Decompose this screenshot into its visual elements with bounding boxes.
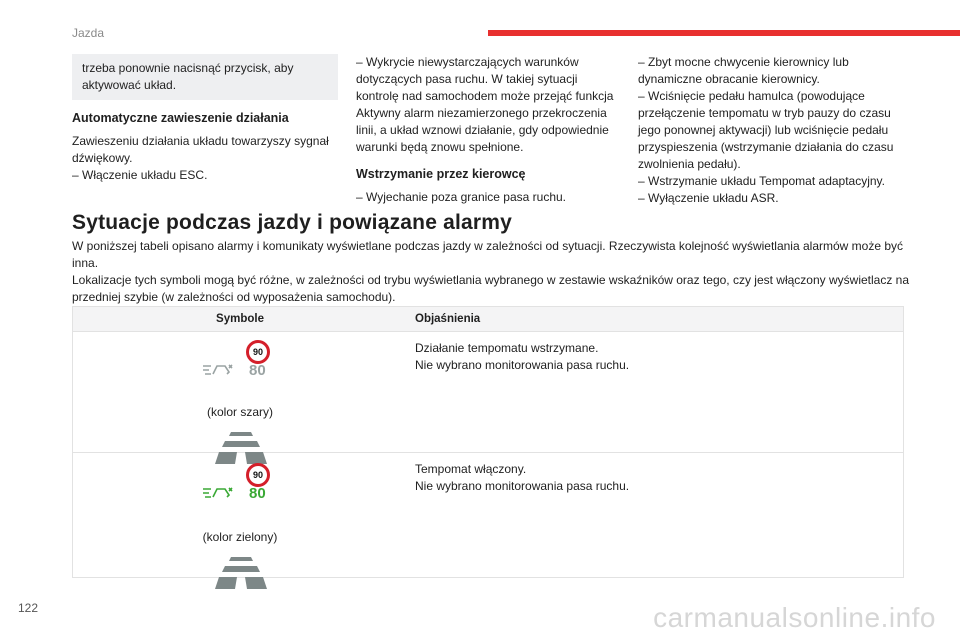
set-speed-value: 80: [249, 362, 266, 379]
symbol-caption: (kolor szary): [206, 405, 273, 419]
speed-limit-sign-icon: 90: [246, 463, 270, 487]
explanation-line: Tempomat włączony.: [415, 462, 527, 476]
explanation-line: Działanie tempomatu wstrzymane.: [415, 341, 599, 355]
section-title: Sytuacje podczas jazdy i powiązane alarmy: [72, 211, 513, 234]
subhead-driver-suspend: Wstrzymanie przez kierowcę: [356, 167, 526, 181]
header-section-label: Jazda: [72, 26, 105, 40]
explanation-line: Nie wybrano monitorowania pasa ruchu.: [415, 358, 630, 372]
table-header: [73, 307, 903, 332]
symbol-cell: [73, 332, 407, 452]
explanation-line: Nie wybrano monitorowania pasa ruchu.: [415, 479, 630, 493]
column-3: [638, 54, 900, 207]
section-intro: [72, 238, 912, 306]
column-1: [72, 54, 338, 184]
car-green-icon: [201, 485, 233, 501]
header-explanations: Objaśnienia: [415, 313, 481, 325]
watermark: carmanualsonline.info: [653, 602, 936, 633]
list-item: – Wykrycie niewystarczających warunków dotyczących pasa ruchu. W takiej sytuacji kontrolę nad samochodem może przejąć funkcja Aktywny alarm niezamierzonego przekroczenia linii, a układ wznowi działanie, gdy odpowiednie warunki będą znowu spełnione.: [356, 55, 614, 154]
header-symbols: Symbole: [216, 313, 264, 325]
note-box: trzeba ponownie nacisnąć przycisk, aby aktywować układ.: [72, 54, 338, 100]
subhead-auto-suspend: Automatyczne zawieszenie działania: [72, 111, 289, 125]
header-accent-bar: [488, 30, 960, 36]
intro-paragraph: W poniższej tabeli opisano alarmy i komunikaty wyświetlane podczas jazdy w zależności od sytuacji. Rzeczywista kolejność wyświetlania alarmów może być inna.: [72, 239, 904, 270]
explanation-cell: [407, 453, 903, 577]
symbol-cell: [73, 453, 407, 577]
list-item: – Włączenie układu ESC.: [72, 168, 208, 182]
page-number: 122: [18, 601, 39, 615]
explanation-cell: [407, 332, 903, 452]
column-2: [356, 54, 618, 206]
cruise-symbol-group: [201, 340, 291, 390]
speed-limit-sign-icon: 90: [246, 340, 270, 364]
list-item: – Wyjechanie poza granice pasa ruchu.: [356, 190, 567, 204]
set-speed-value: 80: [249, 485, 266, 502]
list-item: – Wyłączenie układu ASR.: [638, 191, 779, 205]
intro-paragraph: Lokalizacje tych symboli mogą być różne, w zależności od trybu wyświetlania wybranego w zestawie wskaźników oraz tego, czy jest włączony wyświetlacz na przedniej szybie (w zależności od wyposażenia samochodu).: [72, 273, 910, 304]
symbol-caption: (kolor zielony): [202, 530, 278, 544]
alarm-table: [72, 306, 904, 578]
table-row: [73, 332, 903, 453]
lane-road-icon: [215, 557, 267, 589]
paragraph: Zawieszeniu działania układu towarzyszy sygnał dźwiękowy.: [72, 134, 329, 165]
car-gray-icon: [201, 362, 233, 378]
cruise-symbol-group: [201, 463, 291, 513]
list-item: – Zbyt mocne chwycenie kierownicy lub dynamiczne obracanie kierownicy.: [638, 55, 849, 86]
list-item: – Wstrzymanie układu Tempomat adaptacyjny.: [638, 174, 886, 188]
table-row: [73, 453, 903, 577]
list-item: – Wciśnięcie pedału hamulca (powodujące przełączenie tempomatu w tryb pauzy do czasu jego ponownej aktywacji) lub wciśnięcie pedału przyspieszenia (wstrzymanie działania do czasu zwolnienia pedału).: [638, 89, 894, 171]
